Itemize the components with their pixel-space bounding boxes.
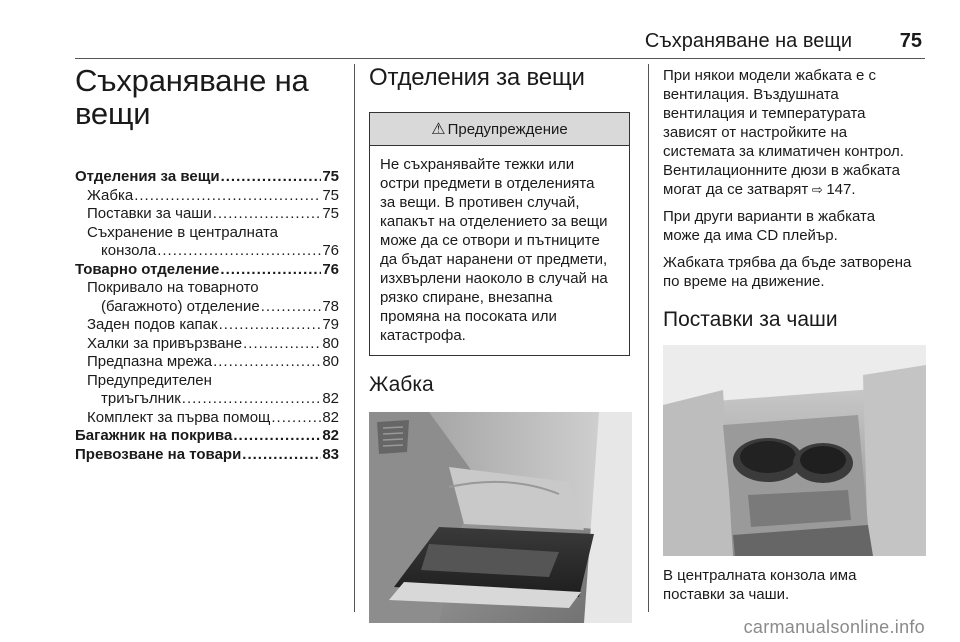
page-header <box>0 30 960 58</box>
toc-entry-title: Халки за привързване <box>87 334 243 352</box>
toc-entry <box>75 353 339 372</box>
chapter-title: Съхраняване на вещи <box>75 63 309 131</box>
text-line: поставки за чаши. <box>663 586 790 603</box>
toc-entry-title: триъгълник <box>101 390 181 407</box>
toc-entry-page: 80 <box>322 353 339 370</box>
toc-entry-title: Предупредителен <box>87 371 212 389</box>
closed-while-driving-paragraph <box>663 253 927 291</box>
warning-text <box>370 146 629 355</box>
warning-triangle-icon: ⚠ <box>431 121 446 138</box>
toc-entry-page: 80 <box>322 334 339 352</box>
toc-entry-page: 82 <box>322 390 339 407</box>
toc-leader-dots <box>134 187 321 206</box>
toc-leader-dots <box>243 335 321 354</box>
toc-entry <box>75 372 339 391</box>
toc-entry <box>75 279 339 298</box>
cd-player-paragraph <box>663 207 927 245</box>
text-line: изхвърлени наоколо в случай на <box>380 270 608 287</box>
warning-header <box>370 113 629 146</box>
contents-column <box>75 64 339 464</box>
reference-arrow-icon: ⇨ <box>808 182 827 197</box>
text-line: да бъдат наранени от предмети, <box>380 251 608 268</box>
toc-entry-page: 76 <box>322 260 339 278</box>
warning-box <box>369 112 630 356</box>
toc-entry-title: Поставки за чаши <box>87 205 212 222</box>
text-line: вентилация и температурата <box>663 105 866 122</box>
toc-entry <box>75 446 339 465</box>
toc-entry-page: 79 <box>322 316 339 333</box>
toc-entry-title: Комплект за първа помощ <box>87 408 271 426</box>
text-line: Не съхранявайте тежки или <box>380 156 575 173</box>
text-line: При някои модели жабката е с <box>663 67 877 84</box>
toc-entry <box>75 390 339 409</box>
toc-leader-dots <box>219 316 322 335</box>
toc-leader-dots <box>261 298 322 317</box>
column-divider-1 <box>354 64 355 612</box>
column-divider-2 <box>648 64 649 612</box>
cupholders-caption <box>663 566 927 604</box>
toc-entry <box>75 261 339 280</box>
header-title: Съхраняване на вещи <box>644 30 852 52</box>
text-line: зависят от настройките на <box>663 124 848 141</box>
text-line: по време на движение. <box>663 273 825 290</box>
toc-leader-dots <box>157 242 321 261</box>
text-line: рязко спиране, внезапна <box>380 289 553 306</box>
toc-entry-page: 75 <box>322 168 339 185</box>
toc-entry-title: Товарно отделение <box>75 260 220 278</box>
text-line: остри предмети в отделенията <box>380 175 595 192</box>
text-line: може да има CD плейър. <box>663 227 838 244</box>
toc-entry-page: 83 <box>322 445 339 463</box>
toc-entry <box>75 298 339 317</box>
text-line: промяна на посоката или <box>380 308 557 325</box>
table-of-contents <box>75 168 339 464</box>
toc-entry-page: 78 <box>322 297 339 315</box>
text-line: могат да се затварят <box>663 181 809 198</box>
toc-entry-page: 76 <box>322 242 339 259</box>
toc-leader-dots <box>242 446 321 465</box>
toc-entry <box>75 224 339 243</box>
text-column <box>663 66 927 604</box>
toc-entry-title: Превозване на товари <box>75 445 242 463</box>
toc-entry <box>75 427 339 446</box>
toc-leader-dots <box>213 353 321 372</box>
glovebox-photo <box>369 412 632 623</box>
header-rule <box>75 58 925 59</box>
text-line: В централната конзола има <box>663 567 857 584</box>
toc-leader-dots <box>233 427 321 446</box>
toc-entry-title: Жабка <box>87 186 134 204</box>
toc-entry-title: Багажник на покрива <box>75 427 233 444</box>
toc-entry <box>75 187 339 206</box>
page-number: 75 <box>899 30 922 52</box>
text-line: Жабката трябва да бъде затворена <box>663 254 912 271</box>
toc-leader-dots <box>213 205 322 224</box>
toc-entry-title: Заден подов капак <box>87 316 218 333</box>
toc-leader-dots <box>221 168 322 187</box>
toc-entry <box>75 205 339 224</box>
toc-entry-title: Предпазна мрежа <box>87 353 213 370</box>
text-line: може да се отвори и пътниците <box>380 232 600 249</box>
toc-entry-title: конзола <box>101 242 157 259</box>
toc-leader-dots <box>220 261 321 280</box>
watermark: carmanualsonline.info <box>743 617 925 637</box>
toc-leader-dots <box>182 390 322 409</box>
cupholders-title: Поставки за чаши <box>663 308 838 331</box>
toc-entry-title: Съхранение в централната <box>87 223 279 241</box>
cupholders-photo <box>663 345 926 556</box>
section-column <box>369 64 631 623</box>
text-line: Вентилационните дюзи в жабката <box>663 162 900 179</box>
reference-page: 147. <box>826 181 856 198</box>
text-line: катастрофа. <box>380 327 466 344</box>
text-line: При други варианти в жабката <box>663 208 876 225</box>
toc-entry-page: 75 <box>322 205 339 222</box>
toc-leader-dots <box>271 409 321 428</box>
toc-entry-title: Отделения за вещи <box>75 168 220 185</box>
toc-entry <box>75 409 339 428</box>
toc-entry-title: Покривало на товарното <box>87 279 259 296</box>
toc-entry <box>75 242 339 261</box>
toc-entry-page: 82 <box>322 427 339 444</box>
toc-entry-title: (багажното) отделение <box>101 297 260 315</box>
text-line: капакът на отделението за вещи <box>380 213 608 230</box>
toc-entry-page: 82 <box>322 408 339 426</box>
glovebox-title: Жабка <box>369 373 434 396</box>
toc-entry <box>75 316 339 335</box>
warning-heading: Предупреждение <box>447 120 568 138</box>
text-line: вентилация. Въздушната <box>663 86 839 103</box>
text-line: за вещи. В противен случай, <box>380 194 580 211</box>
toc-entry-page: 75 <box>322 186 339 204</box>
section-title: Отделения за вещи <box>369 64 585 91</box>
toc-entry <box>75 168 339 187</box>
text-line: системата за климатичен контрол. <box>663 143 904 160</box>
toc-entry <box>75 335 339 354</box>
ventilation-paragraph <box>663 66 927 199</box>
